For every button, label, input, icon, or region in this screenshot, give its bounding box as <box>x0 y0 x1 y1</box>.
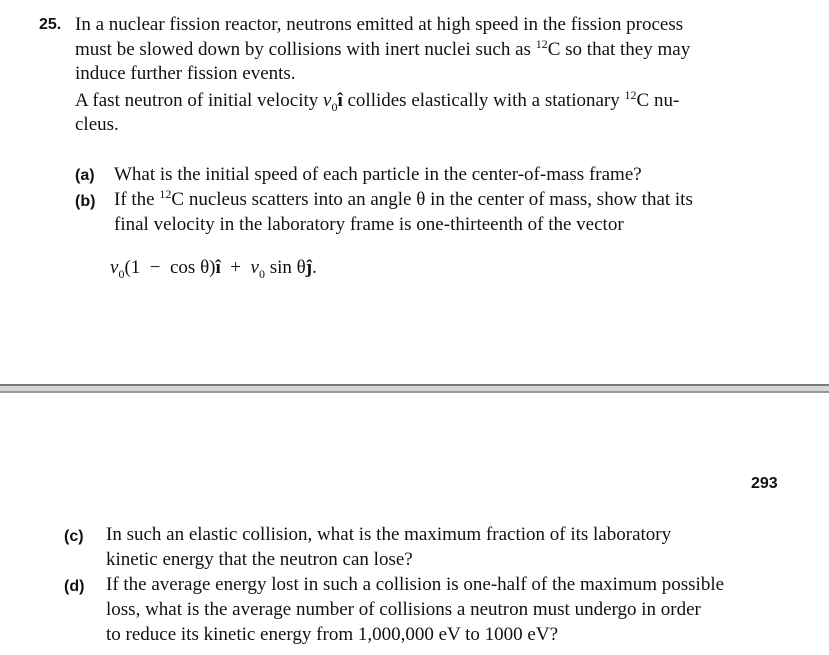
part-b-line-1-pre: If the <box>114 189 155 210</box>
eq-minus: − <box>149 257 161 278</box>
part-b-line-1-end: in the center of mass, show that its <box>430 189 693 210</box>
eq-sin: sin <box>269 257 292 278</box>
isotope-mass: 12 <box>159 187 172 201</box>
unit-vector-i: î <box>337 90 343 111</box>
eq-sub0: 0 <box>118 266 125 281</box>
problem-number: 25. <box>39 16 62 33</box>
eq-open: (1 <box>124 257 141 278</box>
eq-cos: cos <box>169 257 196 278</box>
subscript-zero: 0 <box>331 99 338 114</box>
eq-theta-2: θ <box>296 257 306 278</box>
part-b-label: (b) <box>75 193 96 210</box>
setup-line-1-text: A fast neutron of initial velocity <box>75 90 319 111</box>
part-c-line-1: In such an elastic collision, what is the maximum fraction of its laboratory <box>106 524 672 545</box>
page-number: 293 <box>751 475 778 492</box>
isotope-mass: 12 <box>535 37 548 51</box>
intro-line-3: induce further fission events. <box>75 63 296 84</box>
element-symbol: C <box>547 39 561 60</box>
setup-line-1-end: nu- <box>653 90 680 111</box>
part-c-line-2: kinetic energy that the neutron can lose? <box>106 549 413 570</box>
part-d-line-2: loss, what is the average number of collisions a neutron must undergo in order <box>106 599 701 620</box>
part-c-label: (c) <box>64 528 84 545</box>
element-symbol: C <box>171 189 185 210</box>
part-a-label: (a) <box>75 167 95 184</box>
eq-close: ) <box>209 257 216 278</box>
part-d-label: (d) <box>64 578 85 595</box>
eq-sub0-2: 0 <box>258 266 265 281</box>
setup-line-2: cleus. <box>75 114 119 135</box>
intro-line-2-end: so that they may <box>565 39 691 60</box>
part-a-text: What is the initial speed of each particle in the center-of-mass frame? <box>114 164 642 185</box>
velocity-equation: $v_0(1 - \cos$ θ)î + $v_0$ sin θĵ. <box>110 257 317 281</box>
eq-ihat: î <box>215 257 221 278</box>
eq-v2: v <box>250 257 259 278</box>
intro-line-2-text: must be slowed down by collisions with inert nuclei such as <box>75 39 531 60</box>
intro-line-1: In a nuclear fission reactor, neutrons emitted at high speed in the fission process <box>75 14 684 35</box>
eq-theta: θ <box>200 257 210 278</box>
page-divider <box>0 384 829 393</box>
setup-line-1-mid: collides elastically with a stationary <box>347 90 620 111</box>
part-b-line-2: final velocity in the laboratory frame is one-thirteenth of the vector <box>114 214 624 235</box>
velocity-v: v <box>323 90 332 111</box>
part-d-line-3: to reduce its kinetic energy from 1,000,000 eV to 1000 eV? <box>106 624 559 645</box>
eq-jhat: ĵ <box>305 257 313 278</box>
isotope-mass: 12 <box>624 88 637 102</box>
theta-symbol: θ <box>416 189 426 210</box>
element-symbol: C <box>636 90 650 111</box>
intro-line-2 <box>75 38 690 63</box>
eq-v: v <box>110 257 119 278</box>
setup-line-1 <box>75 89 679 119</box>
part-d-line-1: If the average energy lost in such a collision is one-half of the maximum possible <box>106 574 725 595</box>
eq-plus: + <box>230 257 241 278</box>
part-b-line-1 <box>114 188 693 213</box>
part-b-line-1-mid: nucleus scatters into an angle <box>188 189 412 210</box>
